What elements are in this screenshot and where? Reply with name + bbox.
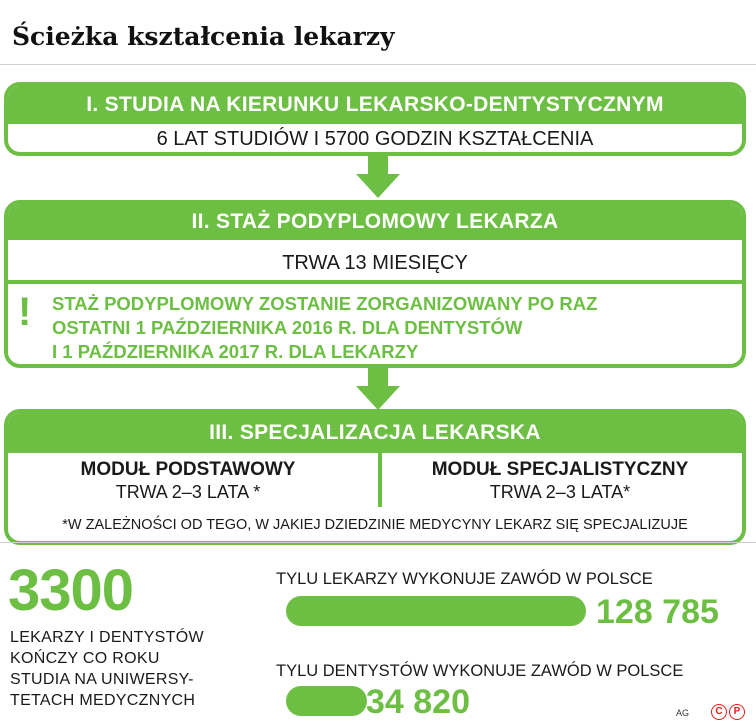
stage-3-heading: III. SPECJALIZACJA LEKARSKA <box>8 413 742 453</box>
module-basic <box>8 459 368 503</box>
doctors-stat-label: TYLU LEKARZY WYKONUJE ZAWÓD W POLSCE <box>276 570 653 588</box>
dentists-stat-bar <box>286 686 367 716</box>
stage-2-detail: TRWA 13 MIESIĘCY <box>8 240 742 284</box>
doctors-stat-value: 128 785 <box>596 593 719 631</box>
graduates-description-line: KOŃCZY CO ROKU <box>10 650 160 667</box>
stage-1-box <box>4 82 746 156</box>
publisher-logo-c: C <box>711 704 727 720</box>
graduates-description-line: LEKARZY I DENTYSTÓW <box>10 629 204 646</box>
stage-2-heading: II. STAŻ PODYPLOMOWY LEKARZA <box>8 204 742 240</box>
module-specialist <box>380 459 740 503</box>
down-arrow-icon <box>356 368 400 412</box>
notice-line: I 1 PAŹDZIERNIKA 2017 R. DLA LEKARZY <box>52 341 419 362</box>
graduates-description-line: STUDIA NA UNIWERSY- <box>10 671 194 688</box>
stage-2-notice <box>8 284 742 364</box>
top-divider <box>0 64 756 65</box>
notice-text <box>52 292 732 364</box>
module-basic-duration: TRWA 2–3 LATA * <box>115 482 261 502</box>
bottom-divider <box>0 542 756 543</box>
modules-row <box>8 453 742 507</box>
dentists-stat-label: TYLU DENTYSTÓW WYKONUJE ZAWÓD W POLSCE <box>276 662 684 680</box>
down-arrow-icon <box>356 156 400 200</box>
footnote: *W ZALEŻNOŚCI OD TEGO, W JAKIEJ DZIEDZINIE MEDYCYNY LEKARZ SIĘ SPECJALIZUJE <box>62 517 688 533</box>
graduates-number: 3300 <box>8 558 134 623</box>
dentists-stat-value: 34 820 <box>366 683 470 721</box>
stage-1-detail: 6 LAT STUDIÓW I 5700 GODZIN KSZTAŁCENIA <box>156 128 594 150</box>
notice-line: OSTATNI 1 PAŹDZIERNIKA 2016 R. DLA DENTYSTÓW <box>52 317 523 338</box>
stage-1-heading: I. STUDIA NA KIERUNKU LEKARSKO-DENTYSTYCZNYM <box>8 86 742 124</box>
notice-line: STAŻ PODYPLOMOWY ZOSTANIE ZORGANIZOWANY PO RAZ <box>52 293 598 314</box>
publisher-logo-p: P <box>729 704 745 720</box>
author-credit: AG <box>676 708 690 718</box>
graduates-description-line: TETACH MEDYCZNYCH <box>10 692 196 709</box>
exclamation-icon: ! <box>18 290 32 334</box>
doctors-stat-bar <box>286 596 586 626</box>
module-specialist-name: MODUŁ SPECJALISTYCZNY <box>431 459 689 480</box>
stage-2-box <box>4 200 746 368</box>
module-basic-name: MODUŁ PODSTAWOWY <box>80 459 296 480</box>
page-title: Ścieżka kształcenia lekarzy <box>12 22 395 51</box>
module-specialist-duration: TRWA 2–3 LATA* <box>489 482 631 502</box>
graduates-description <box>10 627 260 711</box>
stage-3-box <box>4 409 746 545</box>
